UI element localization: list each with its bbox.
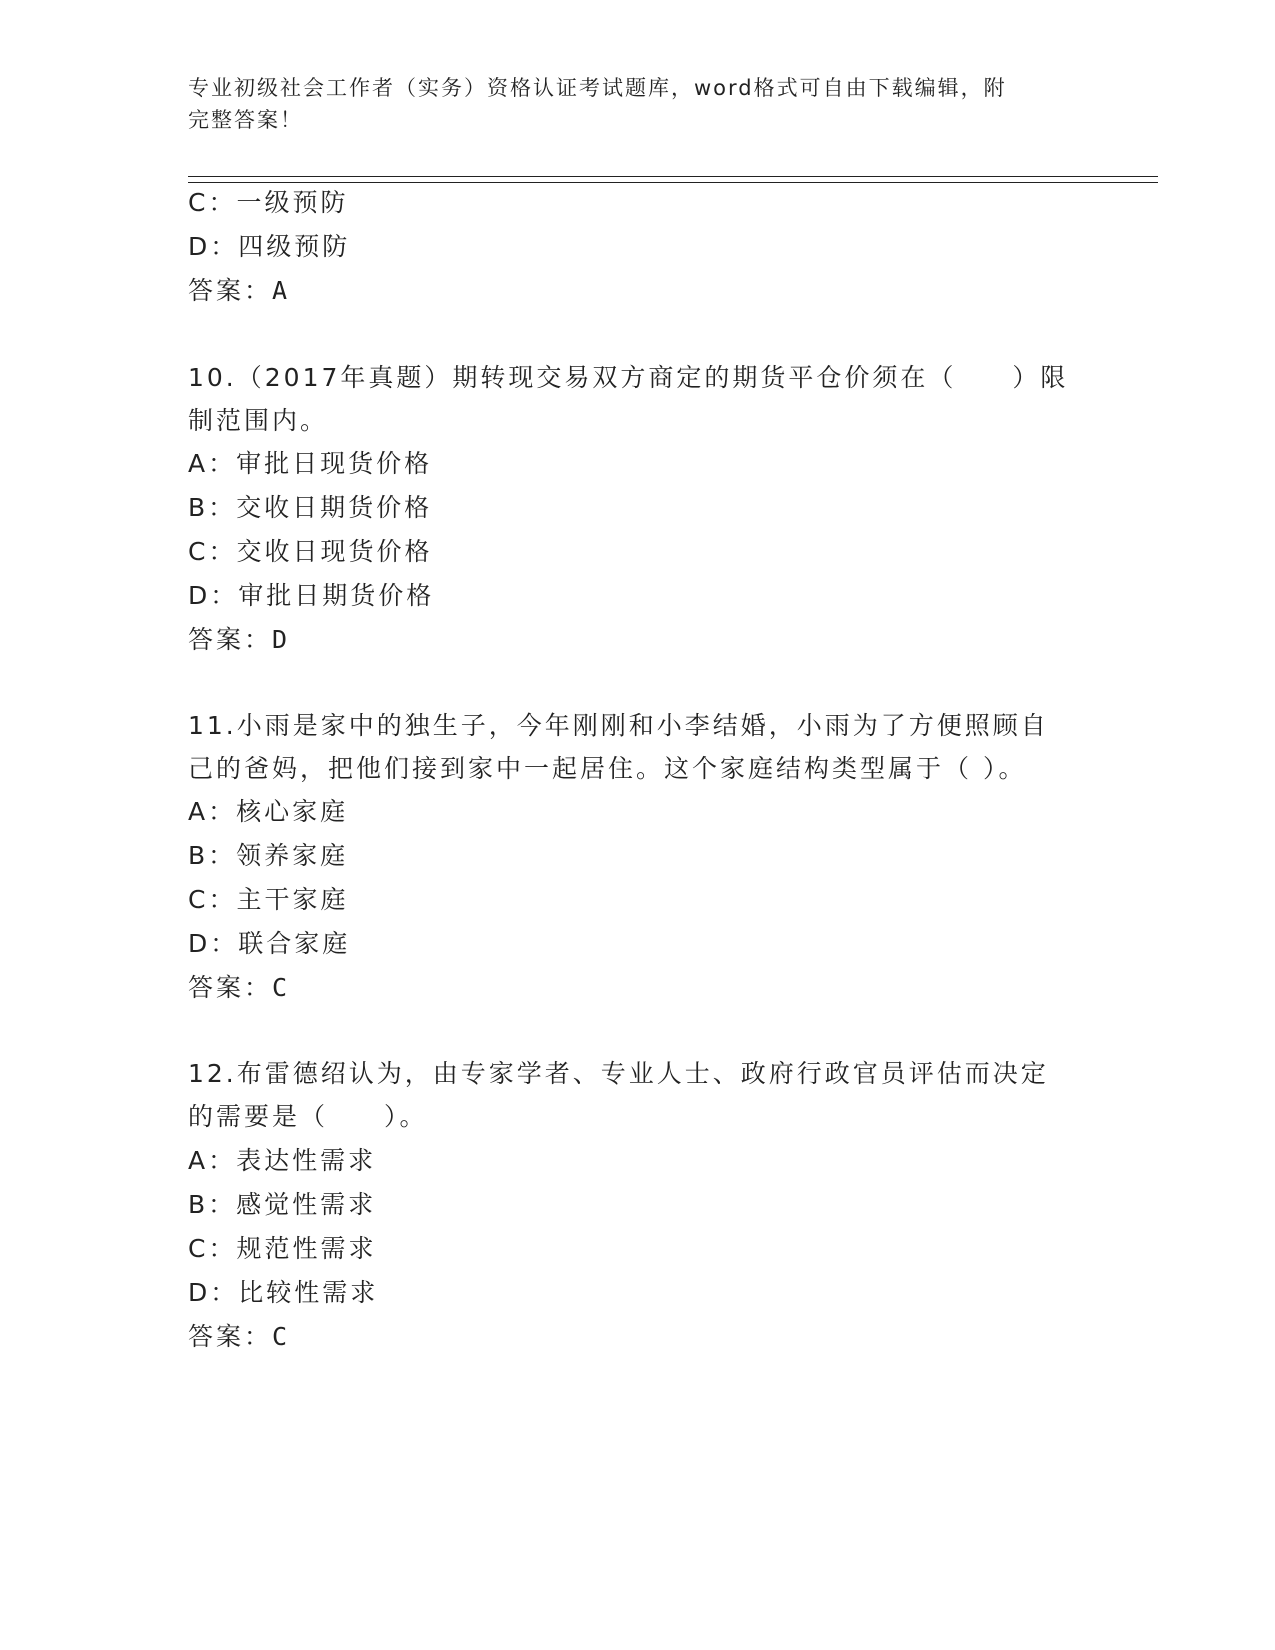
question-11-stem-line-2: 己的爸妈，把他们接到家中一起居住。这个家庭结构类型属于（ ）。 — [188, 754, 1027, 783]
question-12-option-d: D：比较性需求 — [188, 1278, 379, 1307]
document-header — [188, 72, 1068, 136]
header-divider-top — [188, 176, 1158, 177]
option-d: D：四级预防 — [188, 232, 351, 261]
question-11-answer: 答案：C — [188, 973, 291, 1002]
question-12-stem-line-2: 的需要是（ ）。 — [188, 1102, 428, 1131]
question-11-option-c: C：主干家庭 — [188, 885, 349, 914]
question-10-option-b: B：交收日期货价格 — [188, 493, 433, 522]
question-11-option-a: A：核心家庭 — [188, 797, 349, 826]
question-10-answer: 答案：D — [188, 625, 291, 654]
header-line-1: 专业初级社会工作者（实务）资格认证考试题库，word格式可自由下载编辑，附 — [188, 76, 1007, 100]
question-12-option-c: C：规范性需求 — [188, 1234, 377, 1263]
question-10-option-c: C：交收日现货价格 — [188, 537, 433, 566]
answer-line: 答案：A — [188, 276, 291, 305]
question-11-option-d: D：联合家庭 — [188, 929, 351, 958]
question-10-stem-line-1: 10.（2017年真题）期转现交易双方商定的期货平仓价须在（ ）限 — [188, 363, 1069, 392]
question-11-option-b: B：领养家庭 — [188, 841, 349, 870]
header-line-2: 完整答案！ — [188, 108, 303, 132]
question-10-stem-line-2: 制范围内。 — [188, 406, 329, 435]
option-c: C：一级预防 — [188, 188, 349, 217]
question-10-option-d: D：审批日期货价格 — [188, 581, 435, 610]
question-10-option-a: A：审批日现货价格 — [188, 449, 433, 478]
question-12-answer: 答案：C — [188, 1322, 291, 1351]
question-12-option-b: B：感觉性需求 — [188, 1190, 377, 1219]
question-12-option-a: A：表达性需求 — [188, 1146, 377, 1175]
question-12-stem-line-1: 12.布雷德绍认为，由专家学者、专业人士、政府行政官员评估而决定 — [188, 1059, 1049, 1088]
question-11-stem-line-1: 11.小雨是家中的独生子，今年刚刚和小李结婚，小雨为了方便照顾自 — [188, 711, 1049, 740]
